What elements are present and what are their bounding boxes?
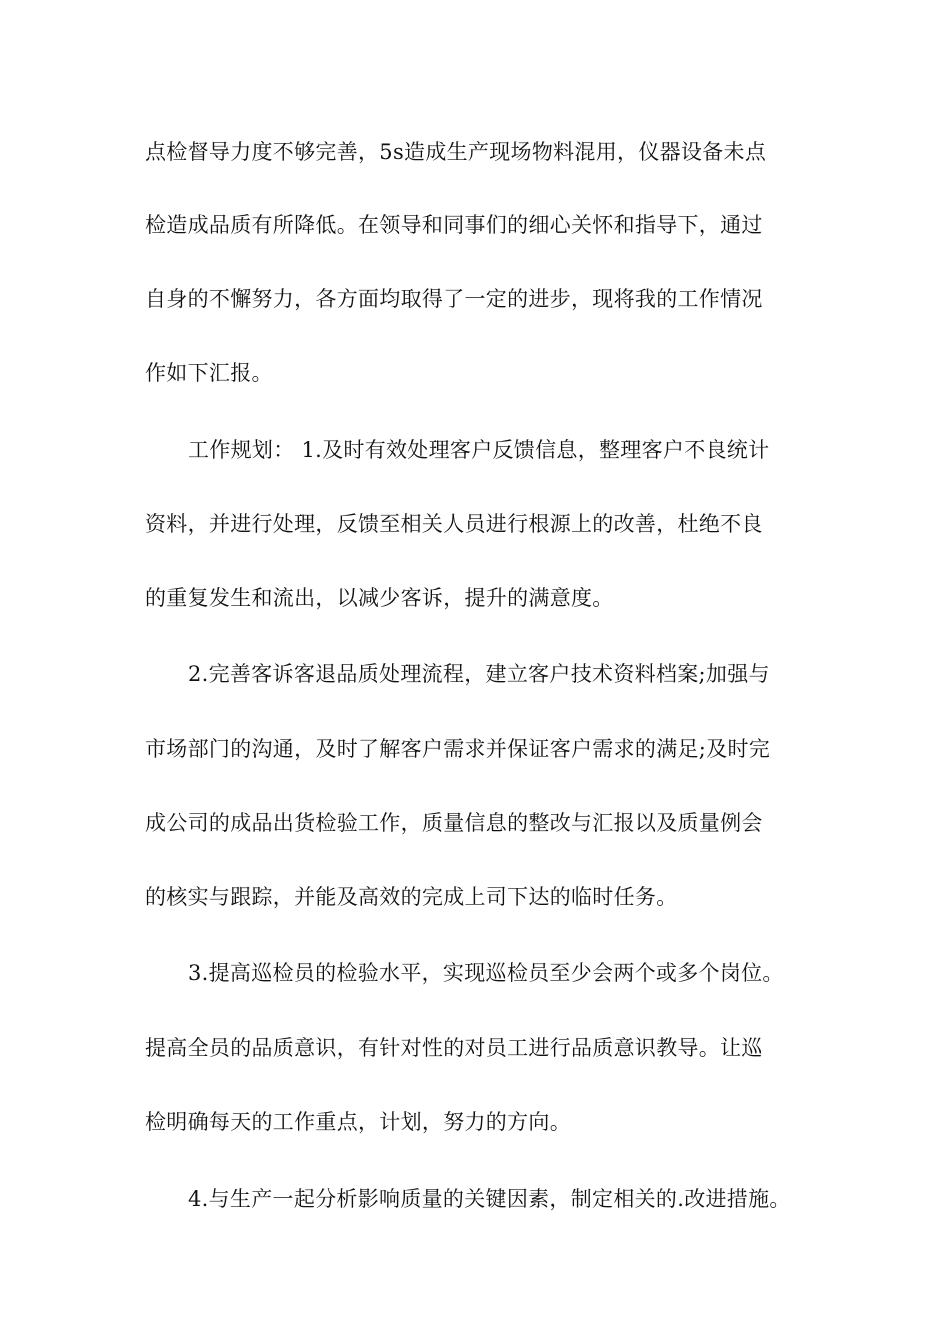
text-line: 点检督导力度不够完善，5s造成生产现场物料混用，仪器设备未点 xyxy=(145,140,767,164)
text-line: 资料，并进行处理，反馈至相关人员进行根源上的改善，杜绝不良 xyxy=(145,512,763,536)
text-line: 检明确每天的工作重点，计划，努力的方向。 xyxy=(145,1110,571,1134)
paragraph-start-line: 4.与生产一起分析影响质量的关键因素，制定相关的.改进措施。 xyxy=(188,1187,791,1211)
paragraph-start-line: 工作规划： 1.及时有效处理客户反馈信息，整理客户不良统计 xyxy=(188,438,770,462)
text-line: 的核实与跟踪，并能及高效的完成上司下达的临时任务。 xyxy=(145,885,678,909)
text-line: 检造成品质有所降低。在领导和同事们的细心关怀和指导下，通过 xyxy=(145,213,763,237)
text-line: 作如下汇报。 xyxy=(145,361,273,385)
text-line: 市场部门的沟通，及时了解客户需求并保证客户需求的满足;及时完 xyxy=(145,737,771,761)
text-line: 的重复发生和流出，以减少客诉，提升的满意度。 xyxy=(145,586,614,610)
text-line: 成公司的成品出货检验工作，质量信息的整改与汇报以及质量例会 xyxy=(145,811,763,835)
paragraph-start-line: 2.完善客诉客退品质处理流程，建立客户技术资料档案;加强与 xyxy=(188,662,770,686)
paragraph-start-line: 3.提高巡检员的检验水平，实现巡检员至少会两个或多个岗位。 xyxy=(188,961,784,985)
text-line: 提高全员的品质意识，有针对性的对员工进行品质意识教导。让巡 xyxy=(145,1036,763,1060)
text-line: 自身的不懈努力，各方面均取得了一定的进步，现将我的工作情况 xyxy=(145,287,763,311)
